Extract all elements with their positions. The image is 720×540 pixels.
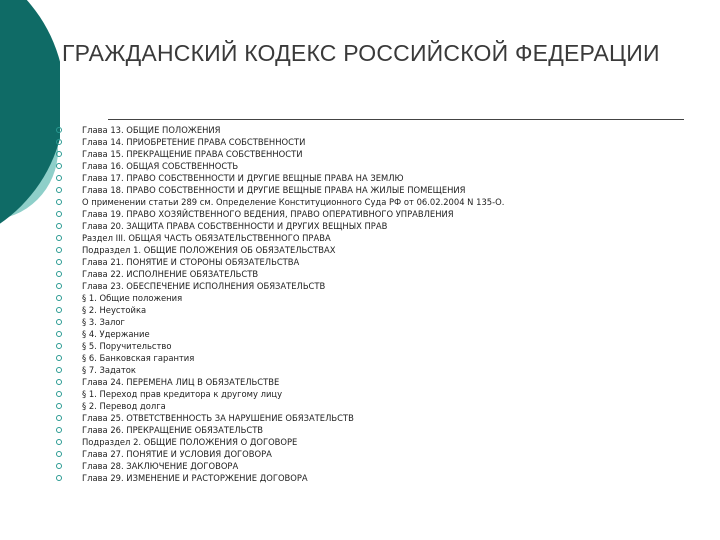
list-item: [56, 388, 504, 400]
circle-bullet-icon: [56, 151, 62, 157]
circle-bullet-icon: [56, 283, 62, 289]
list-item-label: Глава 22. ИСПОЛНЕНИЕ ОБЯЗАТЕЛЬСТВ: [82, 269, 259, 279]
list-item: [56, 436, 504, 448]
circle-bullet-icon: [56, 259, 62, 265]
circle-bullet-icon: [56, 211, 62, 217]
circle-bullet-icon: [56, 307, 62, 313]
list-item: [56, 472, 504, 484]
list-item: [56, 124, 504, 136]
list-item: [56, 244, 504, 256]
list-item-label: § 4. Удержание: [82, 329, 150, 339]
list-item-label: Глава 20. ЗАЩИТА ПРАВА СОБСТВЕННОСТИ И ДРУГИХ ВЕЩНЫХ ПРАВ: [82, 221, 388, 231]
title-underline: [108, 119, 684, 120]
list-item-label: Глава 27. ПОНЯТИЕ И УСЛОВИЯ ДОГОВОРА: [82, 449, 272, 459]
list-item-label: Глава 17. ПРАВО СОБСТВЕННОСТИ И ДРУГИЕ ВЕЩНЫЕ ПРАВА НА ЗЕМЛЮ: [82, 173, 404, 183]
circle-bullet-icon: [56, 127, 62, 133]
circle-bullet-icon: [56, 403, 62, 409]
list-item: [56, 268, 504, 280]
chapter-list: [56, 124, 504, 484]
list-item-label: § 5. Поручительство: [82, 341, 172, 351]
list-item: [56, 256, 504, 268]
list-item-label: § 2. Неустойка: [82, 305, 147, 315]
circle-bullet-icon: [56, 187, 62, 193]
list-item: [56, 328, 504, 340]
list-item-label: Глава 15. ПРЕКРАЩЕНИЕ ПРАВА СОБСТВЕННОСТИ: [82, 149, 303, 159]
list-item-label: § 3. Залог: [82, 317, 125, 327]
list-item-label: Глава 29. ИЗМЕНЕНИЕ И РАСТОРЖЕНИЕ ДОГОВОРА: [82, 473, 308, 483]
circle-bullet-icon: [56, 235, 62, 241]
list-item: [56, 232, 504, 244]
circle-bullet-icon: [56, 331, 62, 337]
list-item-label: Подраздел 1. ОБЩИЕ ПОЛОЖЕНИЯ ОБ ОБЯЗАТЕЛЬСТВАХ: [82, 245, 336, 255]
circle-bullet-icon: [56, 175, 62, 181]
list-item: [56, 352, 504, 364]
list-item-label: О применении статьи 289 см. Определение Конституционного Суда РФ от 06.02.2004 N 135-О.: [82, 197, 505, 207]
circle-bullet-icon: [56, 319, 62, 325]
circle-bullet-icon: [56, 199, 62, 205]
list-item: [56, 172, 504, 184]
list-item-label: § 1. Общие положения: [82, 293, 183, 303]
circle-bullet-icon: [56, 271, 62, 277]
list-item-label: § 2. Перевод долга: [82, 401, 166, 411]
list-item-label: § 6. Банковская гарантия: [82, 353, 195, 363]
circle-bullet-icon: [56, 223, 62, 229]
circle-bullet-icon: [56, 295, 62, 301]
list-item: [56, 184, 504, 196]
circle-bullet-icon: [56, 415, 62, 421]
circle-bullet-icon: [56, 391, 62, 397]
list-item: [56, 412, 504, 424]
circle-bullet-icon: [56, 367, 62, 373]
circle-bullet-icon: [56, 475, 62, 481]
list-item-label: Глава 19. ПРАВО ХОЗЯЙСТВЕННОГО ВЕДЕНИЯ, ПРАВО ОПЕРАТИВНОГО УПРАВЛЕНИЯ: [82, 209, 454, 219]
list-item: [56, 304, 504, 316]
list-item-label: Глава 16. ОБЩАЯ СОБСТВЕННОСТЬ: [82, 161, 239, 171]
list-item: [56, 316, 504, 328]
list-item: [56, 460, 504, 472]
decorative-circles: [0, 0, 60, 540]
list-item: [56, 424, 504, 436]
list-item-label: § 7. Задаток: [82, 365, 136, 375]
circle-bullet-icon: [56, 355, 62, 361]
circle-bullet-icon: [56, 163, 62, 169]
list-item-label: Глава 25. ОТВЕТСТВЕННОСТЬ ЗА НАРУШЕНИЕ ОБЯЗАТЕЛЬСТВ: [82, 413, 354, 423]
list-item: [56, 160, 504, 172]
circle-bullet-icon: [56, 247, 62, 253]
list-item-label: Глава 21. ПОНЯТИЕ И СТОРОНЫ ОБЯЗАТЕЛЬСТВА: [82, 257, 300, 267]
list-item: [56, 364, 504, 376]
slide-decoration: [0, 0, 60, 540]
list-item: [56, 208, 504, 220]
circle-bullet-icon: [56, 139, 62, 145]
list-item-label: Глава 28. ЗАКЛЮЧЕНИЕ ДОГОВОРА: [82, 461, 239, 471]
list-item: [56, 280, 504, 292]
list-item: [56, 136, 504, 148]
list-item: [56, 448, 504, 460]
list-item-label: Глава 23. ОБЕСПЕЧЕНИЕ ИСПОЛНЕНИЯ ОБЯЗАТЕЛЬСТВ: [82, 281, 326, 291]
circle-bullet-icon: [56, 451, 62, 457]
circle-bullet-icon: [56, 379, 62, 385]
list-item: [56, 340, 504, 352]
list-item-label: Глава 13. ОБЩИЕ ПОЛОЖЕНИЯ: [82, 125, 221, 135]
list-item-label: Глава 18. ПРАВО СОБСТВЕННОСТИ И ДРУГИЕ ВЕЩНЫЕ ПРАВА НА ЖИЛЫЕ ПОМЕЩЕНИЯ: [82, 185, 466, 195]
dark-teal-circle: [0, 0, 60, 250]
page-title: ГРАЖДАНСКИЙ КОДЕКС РОССИЙСКОЙ ФЕДЕРАЦИИ: [62, 40, 660, 66]
list-item: [56, 376, 504, 388]
list-item-label: Глава 14. ПРИОБРЕТЕНИЕ ПРАВА СОБСТВЕННОСТИ: [82, 137, 306, 147]
circle-bullet-icon: [56, 463, 62, 469]
list-item-label: Глава 24. ПЕРЕМЕНА ЛИЦ В ОБЯЗАТЕЛЬСТВЕ: [82, 377, 280, 387]
list-item: [56, 196, 504, 208]
list-item: [56, 292, 504, 304]
list-item: [56, 220, 504, 232]
list-item: [56, 400, 504, 412]
circle-bullet-icon: [56, 439, 62, 445]
circle-bullet-icon: [56, 343, 62, 349]
list-item: [56, 148, 504, 160]
list-item-label: Раздел III. ОБЩАЯ ЧАСТЬ ОБЯЗАТЕЛЬСТВЕННОГО ПРАВА: [82, 233, 331, 243]
circle-bullet-icon: [56, 427, 62, 433]
list-item-label: § 1. Переход прав кредитора к другому лицу: [82, 389, 283, 399]
list-item-label: Глава 26. ПРЕКРАЩЕНИЕ ОБЯЗАТЕЛЬСТВ: [82, 425, 264, 435]
list-item-label: Подраздел 2. ОБЩИЕ ПОЛОЖЕНИЯ О ДОГОВОРЕ: [82, 437, 298, 447]
